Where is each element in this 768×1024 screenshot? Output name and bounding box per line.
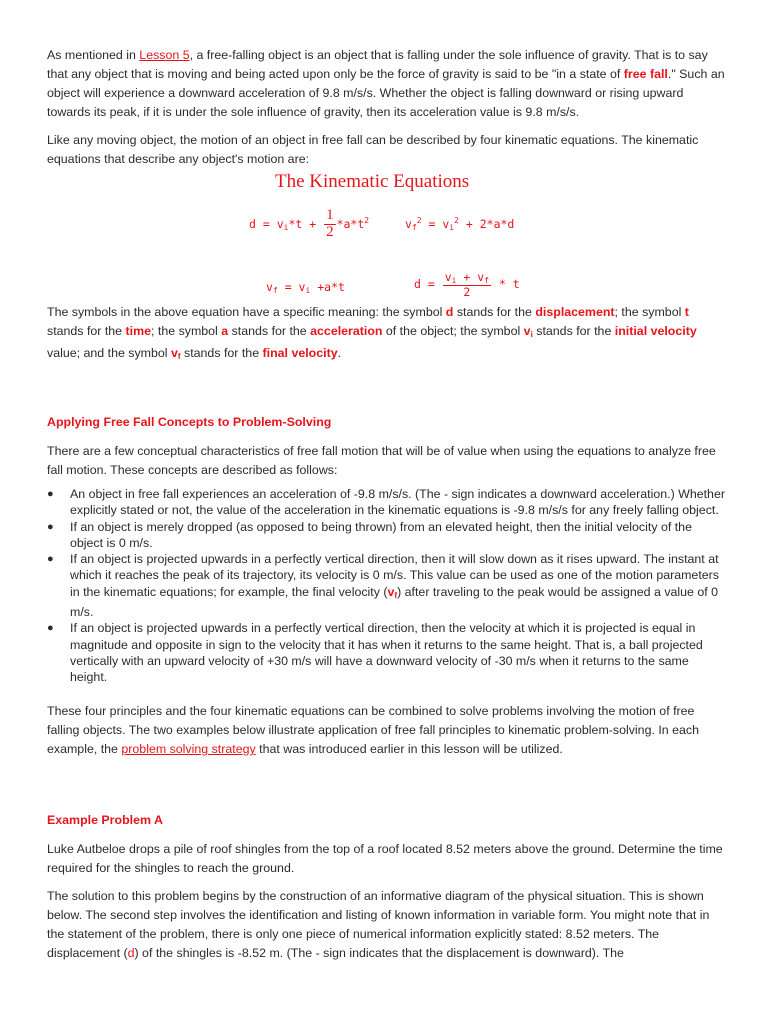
bullet-icon: ● (47, 553, 54, 566)
list-item: ● If an object is projected upwards in a perfectly vertical direction, then the velocity at which it is projected is equal in magnitude and opposite in sign to the velocity that it has when it returns to the same height. That is, a ball projected vertically with an upward velocity of +30 m/s will have a downward velocity of -30 m/s when it returns to the same height. (47, 621, 703, 685)
bullet-icon: ● (47, 520, 54, 533)
list-item: ● If an object is merely dropped (as opposed to being thrown) from an elevated height, then the initial velocity of the object is 0 m/s. (47, 519, 692, 550)
example-a-heading: Example Problem A (47, 813, 163, 827)
intro-paragraph: As mentioned in Lesson 5, a free-falling object is an object that is falling under the sole influence of gravity. That is to say that any object that is moving and being acted upon only be the force of gravity is said to be "in a state of free fall." Such an object will experience a downward acceleration of 9.8 m/s/s. Whether the object is falling downward or rising upward towards its peak, if it is under the sole influence of gravity, then its acceleration value is 9.8 m/s/s. (47, 48, 725, 119)
list-item: ● An object in free fall experiences an acceleration of -9.8 m/s/s. (The - sign indicates a downward acceleration.) Whether explicitly stated or not, the value of the acceleration in the kinematic equations is -9.8 m/s/s for any freely falling object. (47, 487, 725, 518)
applying-heading: Applying Free Fall Concepts to Problem-Solving (47, 415, 332, 429)
free-fall-concepts-list (47, 486, 727, 686)
bullet-icon: ● (47, 622, 54, 635)
problem-solving-strategy-link[interactable]: problem solving strategy (121, 742, 256, 756)
closing-paragraph: These four principles and the four kinematic equations can be combined to solve problems involving the motion of free falling objects. The two examples below illustrate application of free fall principles to kinematic problem-solving. In each example, the problem solving strategy that was introduced earlier in this lesson will be utilized. (47, 704, 699, 756)
symbols-paragraph: The symbols in the above equation have a specific meaning: the symbol d stands for the displacement; the symbol t stands for the time; the symbol a stands for the acceleration of the object; the symbol $v_i$ stands for the initial velocity value; and the symbol $v_f$ stands for the final velocity. (47, 305, 697, 361)
lesson-5-link[interactable]: Lesson 5 (139, 48, 190, 62)
equation-displacement-time: $d = v_i*t$ + $\frac{1}{2}$ $*a*t^2$ (249, 207, 370, 240)
equation-final-velocity: $v_f = v_i +a*t$ (266, 280, 345, 295)
example-a-problem: Luke Autbeloe drops a pile of roof shingles from the top of a roof located 8.52 meters above the ground. Determine the time required for the shingles to reach the ground. (47, 842, 723, 875)
kinematic-intro-paragraph: Like any moving object, the motion of an object in free fall can be described by four kinematic equations. The kinematic equations that describe any object's motion are: (47, 133, 699, 166)
list-item: ● If an object is projected upwards in a perfectly vertical direction, then it will slow down as it rises upward. The instant at which it reaches the peak of its trajectory, its velocity is 0 m/s. This value can be used as one of the motion parameters in the kinematic equations; for example, the final velocity $(v_f)$ after traveling to the peak would be assigned a value of 0 m/s. (47, 552, 719, 620)
equations-title: The Kinematic Equations (275, 171, 470, 192)
applying-intro-paragraph: There are a few conceptual characteristics of free fall motion that will be of value when using the equations to analyze free fall motion. These concepts are described as follows: (47, 444, 716, 477)
equation-velocity-squared: $v_f^2 = v_i^2 + 2*a*d$ (405, 216, 515, 232)
free-fall-term: free fall (623, 67, 668, 81)
equation-average-velocity: d = $\frac{v_i + v_f}{2}$ * t (414, 270, 520, 300)
example-a-solution: The solution to this problem begins by the construction of an informative diagram of the physical situation. This is shown below. The second step involves the identification and listing of known information in variable form. You might note that in the statement of the problem, there is only one piece of numerical information explicitly stated: 8.52 meters. The displacement (d) of the shingles is -8.52 m. (The - sign indicates that the displacement is downward). The (47, 889, 710, 960)
bullet-icon: ● (47, 488, 54, 500)
